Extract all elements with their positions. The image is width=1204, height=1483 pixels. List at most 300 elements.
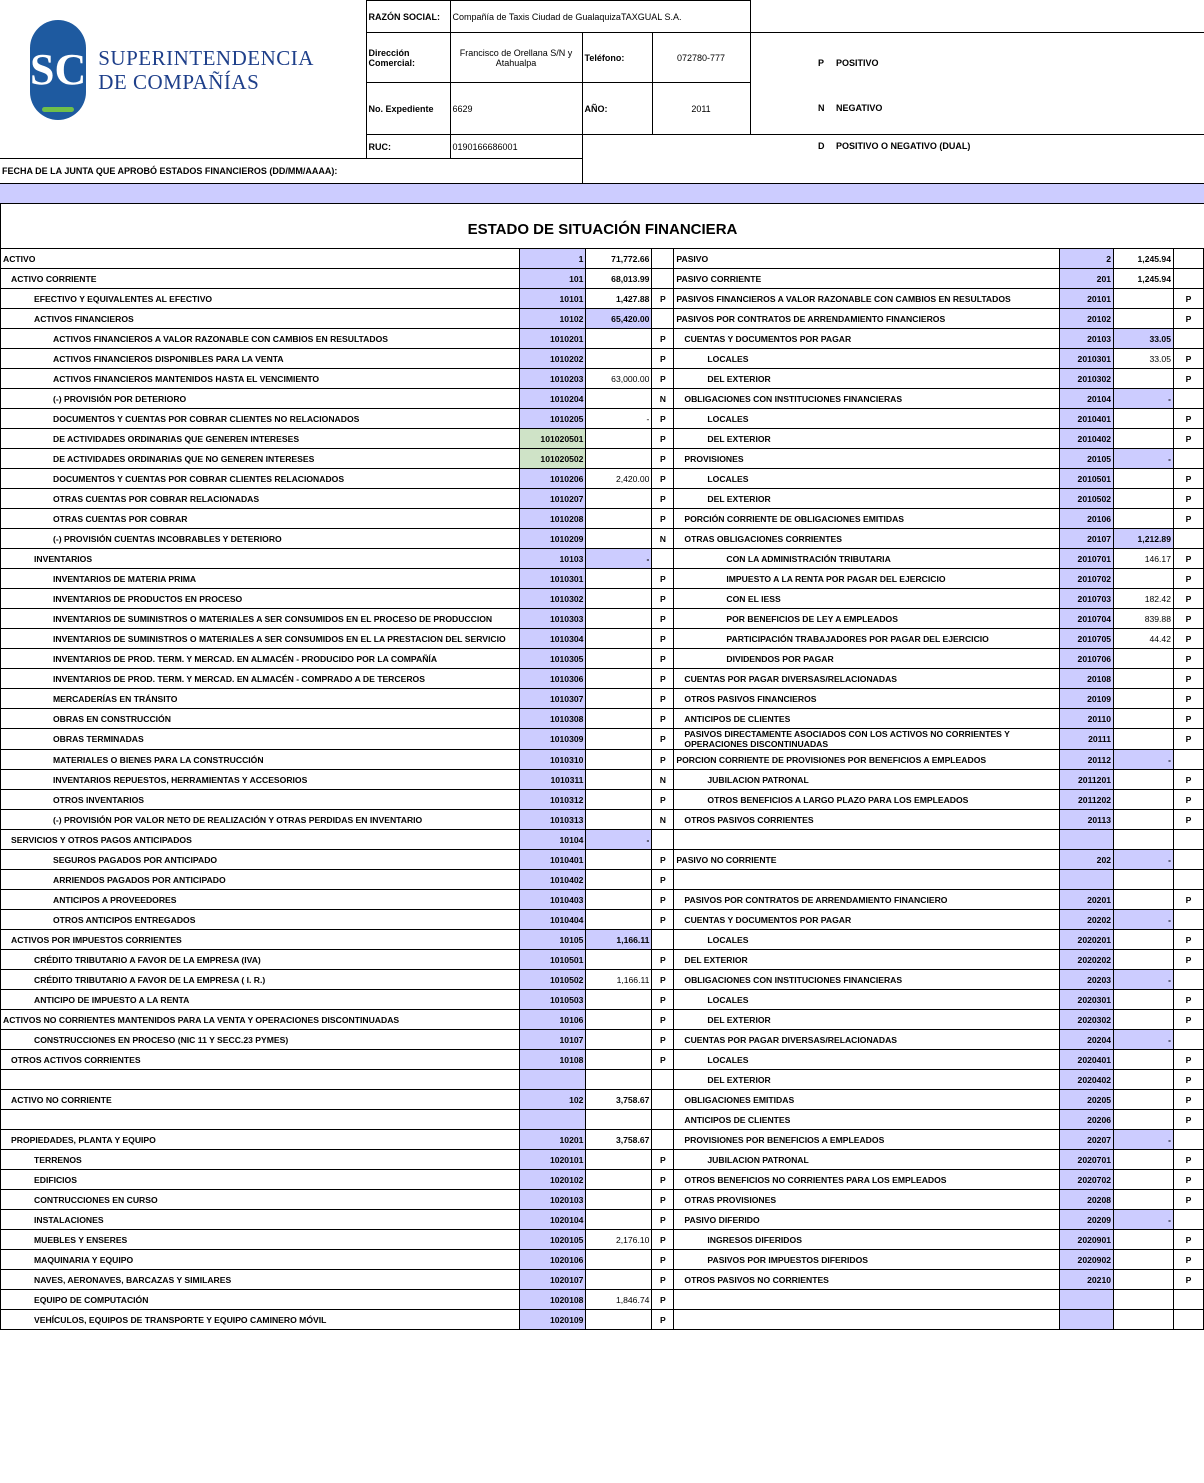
sign-indicator: P: [652, 1150, 674, 1170]
table-row: [1, 1050, 1204, 1070]
sign-indicator: P: [652, 990, 674, 1010]
account-value[interactable]: [586, 890, 652, 910]
sign-indicator: [652, 1110, 674, 1130]
sign-indicator: P: [652, 669, 674, 689]
table-row: [1, 549, 1204, 569]
account-value[interactable]: [1114, 1290, 1174, 1310]
account-value[interactable]: -: [586, 830, 652, 850]
sign-indicator: P: [1173, 990, 1203, 1010]
account-value[interactable]: 1,427.88: [586, 289, 652, 309]
account-value[interactable]: [586, 689, 652, 709]
account-code: 1010207: [520, 489, 586, 509]
table-row: [1, 770, 1204, 790]
activo-account-label: OTRAS CUENTAS POR COBRAR RELACIONADAS: [1, 489, 520, 509]
account-code: 1010205: [520, 409, 586, 429]
account-value[interactable]: [1114, 689, 1174, 709]
sign-indicator: P: [1173, 1230, 1203, 1250]
account-value[interactable]: [586, 349, 652, 369]
activo-account-label: INVENTARIOS DE PROD. TERM. Y MERCAD. EN ALMACÉN - COMPRADO A DE TERCEROS: [1, 669, 520, 689]
table-row: [1, 729, 1204, 750]
pasivo-account-label: OBLIGACIONES EMITIDAS: [674, 1090, 1060, 1110]
account-value[interactable]: [1114, 1070, 1174, 1090]
account-value[interactable]: [1114, 1230, 1174, 1250]
account-code: 10106: [520, 1010, 586, 1030]
account-code: 1010313: [520, 810, 586, 830]
account-value[interactable]: [1114, 950, 1174, 970]
account-code: 1010304: [520, 629, 586, 649]
sign-indicator: P: [1173, 790, 1203, 810]
account-value[interactable]: -: [1114, 850, 1174, 870]
account-code: 10101: [520, 289, 586, 309]
account-code: 1010209: [520, 529, 586, 549]
account-value[interactable]: -: [1114, 750, 1174, 770]
account-code: 1020106: [520, 1250, 586, 1270]
telefono-label: Teléfono:: [582, 33, 652, 83]
activo-account-label: MATERIALES O BIENES PARA LA CONSTRUCCIÓN: [1, 750, 520, 770]
account-code: 20107: [1060, 529, 1114, 549]
account-code: 1020101: [520, 1150, 586, 1170]
account-code: 20103: [1060, 329, 1114, 349]
account-value[interactable]: 2,176.10: [586, 1230, 652, 1250]
account-value[interactable]: [586, 950, 652, 970]
account-value[interactable]: [586, 329, 652, 349]
account-value[interactable]: [1114, 409, 1174, 429]
logo-cell: [0, 1, 366, 159]
account-code: 1010206: [520, 469, 586, 489]
account-code: 20204: [1060, 1030, 1114, 1050]
account-value[interactable]: -: [1114, 1210, 1174, 1230]
account-code: 2020401: [1060, 1050, 1114, 1070]
activo-account-label: ACTIVO NO CORRIENTE: [1, 1090, 520, 1110]
account-value[interactable]: [586, 1310, 652, 1330]
account-value[interactable]: [1114, 309, 1174, 329]
account-value[interactable]: [586, 589, 652, 609]
account-value[interactable]: [586, 1150, 652, 1170]
account-value[interactable]: [1114, 569, 1174, 589]
account-code: 2010401: [1060, 409, 1114, 429]
sign-indicator: P: [1173, 429, 1203, 449]
account-code: 2010402: [1060, 429, 1114, 449]
account-value[interactable]: [586, 1050, 652, 1070]
account-code: 2010302: [1060, 369, 1114, 389]
sign-indicator: P: [1173, 609, 1203, 629]
pasivo-account-label: OTROS BENEFICIOS NO CORRIENTES PARA LOS EMPLEADOS: [674, 1170, 1060, 1190]
pasivo-account-label: POR BENEFICIOS DE LEY A EMPLEADOS: [674, 609, 1060, 629]
sign-indicator: P: [652, 509, 674, 529]
account-value[interactable]: [586, 990, 652, 1010]
sc-emblem-icon: SC: [30, 20, 86, 120]
account-value[interactable]: [1114, 489, 1174, 509]
sign-indicator: P: [652, 629, 674, 649]
account-value[interactable]: [586, 529, 652, 549]
account-value[interactable]: [586, 1030, 652, 1050]
account-value[interactable]: -: [586, 409, 652, 429]
account-value[interactable]: [1114, 1170, 1174, 1190]
account-value[interactable]: 1,166.11: [586, 970, 652, 990]
sign-indicator: P: [652, 349, 674, 369]
table-row: [1, 309, 1204, 329]
sign-indicator: [1173, 269, 1203, 289]
account-value[interactable]: [1114, 1110, 1174, 1130]
table-row: [1, 1210, 1204, 1230]
account-value[interactable]: [1114, 429, 1174, 449]
activo-account-label: MERCADERÍAS EN TRÁNSITO: [1, 689, 520, 709]
sign-indicator: [652, 1070, 674, 1090]
pasivo-account-label: LOCALES: [674, 469, 1060, 489]
account-code: 101020501: [520, 429, 586, 449]
account-value[interactable]: [1114, 890, 1174, 910]
account-value[interactable]: [1114, 1050, 1174, 1070]
table-row: [1, 469, 1204, 489]
sign-indicator: P: [652, 790, 674, 810]
account-value[interactable]: [586, 509, 652, 529]
account-value[interactable]: 63,000.00: [586, 369, 652, 389]
account-value[interactable]: [586, 1110, 652, 1130]
sign-indicator: P: [652, 950, 674, 970]
pasivo-account-label: DIVIDENDOS POR PAGAR: [674, 649, 1060, 669]
table-row: [1, 1170, 1204, 1190]
account-value[interactable]: [1114, 729, 1174, 750]
account-code: [1060, 1290, 1114, 1310]
account-value[interactable]: [1114, 289, 1174, 309]
sign-indicator: P: [1173, 409, 1203, 429]
sign-indicator: [652, 1090, 674, 1110]
account-value[interactable]: [586, 1250, 652, 1270]
table-row: [1, 990, 1204, 1010]
account-value[interactable]: [586, 489, 652, 509]
account-value[interactable]: [586, 429, 652, 449]
account-value[interactable]: 1,245.94: [1114, 249, 1174, 269]
account-value[interactable]: [586, 649, 652, 669]
account-code: 202: [1060, 850, 1114, 870]
account-value[interactable]: 182.42: [1114, 589, 1174, 609]
table-row: [1, 890, 1204, 910]
sign-indicator: P: [652, 870, 674, 890]
activo-account-label: DOCUMENTOS Y CUENTAS POR COBRAR CLIENTES RELACIONADOS: [1, 469, 520, 489]
account-value[interactable]: [586, 1210, 652, 1230]
sign-indicator: [1173, 1130, 1203, 1150]
account-code: 2020901: [1060, 1230, 1114, 1250]
activo-account-label: ACTIVOS FINANCIEROS DISPONIBLES PARA LA VENTA: [1, 349, 520, 369]
account-value[interactable]: 1,166.11: [586, 930, 652, 950]
account-value[interactable]: [586, 669, 652, 689]
account-code: 10104: [520, 830, 586, 850]
account-code: [520, 1110, 586, 1130]
account-value[interactable]: -: [1114, 910, 1174, 930]
balance-sheet-table: [0, 248, 1204, 1330]
sign-indicator: P: [652, 910, 674, 930]
pasivo-account-label: PASIVOS POR IMPUESTOS DIFERIDOS: [674, 1250, 1060, 1270]
account-value[interactable]: [1114, 870, 1174, 890]
activo-account-label: INVENTARIOS DE PROD. TERM. Y MERCAD. EN ALMACÉN - PRODUCIDO POR LA COMPAÑÍA: [1, 649, 520, 669]
table-row: [1, 830, 1204, 850]
table-row: [1, 870, 1204, 890]
account-value[interactable]: [1114, 770, 1174, 790]
sign-indicator: [1173, 870, 1203, 890]
account-value[interactable]: [586, 1190, 652, 1210]
pasivo-account-label: CUENTAS POR PAGAR DIVERSAS/RELACIONADAS: [674, 1030, 1060, 1050]
activo-account-label: CONTRUCCIONES EN CURSO: [1, 1190, 520, 1210]
activo-account-label: OTROS ANTICIPOS ENTREGADOS: [1, 910, 520, 930]
account-value[interactable]: [586, 449, 652, 469]
table-row: [1, 950, 1204, 970]
activo-account-label: ACTIVOS NO CORRIENTES MANTENIDOS PARA LA VENTA Y OPERACIONES DISCONTINUADAS: [1, 1010, 520, 1030]
table-row: [1, 1150, 1204, 1170]
pasivo-account-label: [674, 1310, 1060, 1330]
account-value[interactable]: [1114, 369, 1174, 389]
account-value[interactable]: -: [1114, 1130, 1174, 1150]
table-row: [1, 709, 1204, 729]
sign-indicator: P: [1173, 369, 1203, 389]
account-value[interactable]: [586, 1010, 652, 1030]
account-value[interactable]: [1114, 1190, 1174, 1210]
sign-indicator: P: [1173, 1110, 1203, 1130]
account-code: 1010307: [520, 689, 586, 709]
sign-indicator: [1173, 1290, 1203, 1310]
account-code: 2010502: [1060, 489, 1114, 509]
table-row: [1, 930, 1204, 950]
sign-indicator: N: [652, 389, 674, 409]
sign-indicator: P: [1173, 810, 1203, 830]
activo-account-label: ACTIVOS POR IMPUESTOS CORRIENTES: [1, 930, 520, 950]
account-code: 1010204: [520, 389, 586, 409]
pasivo-account-label: PASIVO DIFERIDO: [674, 1210, 1060, 1230]
sign-indicator: [1173, 449, 1203, 469]
sign-indicator: P: [652, 1010, 674, 1030]
activo-account-label: DE ACTIVIDADES ORDINARIAS QUE NO GENEREN INTERESES: [1, 449, 520, 469]
account-code: 1010312: [520, 790, 586, 810]
account-value[interactable]: [1114, 649, 1174, 669]
sign-indicator: P: [652, 489, 674, 509]
anio-label: AÑO:: [582, 83, 652, 135]
account-value[interactable]: [586, 770, 652, 790]
account-value[interactable]: [1114, 469, 1174, 489]
account-value[interactable]: [586, 810, 652, 830]
sign-indicator: P: [1173, 1170, 1203, 1190]
account-code: 1010208: [520, 509, 586, 529]
statement-title: ESTADO DE SITUACIÓN FINANCIERA: [0, 204, 1204, 248]
activo-account-label: ACTIVO: [1, 249, 520, 269]
sign-indicator: P: [652, 429, 674, 449]
account-code: 20101: [1060, 289, 1114, 309]
account-value[interactable]: [586, 709, 652, 729]
sign-indicator: P: [1173, 509, 1203, 529]
sign-indicator: P: [1173, 890, 1203, 910]
account-code: 2020301: [1060, 990, 1114, 1010]
account-code: 1020104: [520, 1210, 586, 1230]
account-code: 2011201: [1060, 770, 1114, 790]
account-code: 1010310: [520, 750, 586, 770]
account-value[interactable]: [586, 609, 652, 629]
account-value[interactable]: [1114, 1150, 1174, 1170]
account-code: 1010311: [520, 770, 586, 790]
sign-indicator: [1173, 329, 1203, 349]
account-value[interactable]: [586, 629, 652, 649]
account-value[interactable]: -: [1114, 389, 1174, 409]
account-code: 20106: [1060, 509, 1114, 529]
sign-indicator: P: [1173, 1070, 1203, 1090]
account-value[interactable]: -: [1114, 970, 1174, 990]
account-value[interactable]: 71,772.66: [586, 249, 652, 269]
account-value[interactable]: [1114, 1090, 1174, 1110]
account-value[interactable]: [1114, 1010, 1174, 1030]
superintendencia-logo: [30, 11, 314, 129]
account-value[interactable]: -: [1114, 449, 1174, 469]
account-value[interactable]: [1114, 1310, 1174, 1330]
table-row: [1, 269, 1204, 289]
account-value[interactable]: [1114, 669, 1174, 689]
account-value[interactable]: 3,758.67: [586, 1090, 652, 1110]
account-code: 1010502: [520, 970, 586, 990]
activo-account-label: DOCUMENTOS Y CUENTAS POR COBRAR CLIENTES NO RELACIONADOS: [1, 409, 520, 429]
account-value[interactable]: 68,013.99: [586, 269, 652, 289]
pasivo-account-label: PASIVOS DIRECTAMENTE ASOCIADOS CON LOS ACTIVOS NO CORRIENTES Y OPERACIONES DISCONTINUADAS: [674, 729, 1060, 750]
table-row: [1, 369, 1204, 389]
account-code: 2020302: [1060, 1010, 1114, 1030]
account-value[interactable]: [586, 569, 652, 589]
account-value[interactable]: [1114, 830, 1174, 850]
account-code: 20112: [1060, 750, 1114, 770]
pasivo-account-label: DEL EXTERIOR: [674, 1010, 1060, 1030]
sign-indicator: P: [652, 1250, 674, 1270]
account-value[interactable]: 1,212.89: [1114, 529, 1174, 549]
account-value[interactable]: [586, 389, 652, 409]
pasivo-account-label: PARTICIPACIÓN TRABAJADORES POR PAGAR DEL EJERCICIO: [674, 629, 1060, 649]
pasivo-account-label: [674, 1290, 1060, 1310]
account-value[interactable]: 33.05: [1114, 329, 1174, 349]
activo-account-label: DE ACTIVIDADES ORDINARIAS QUE GENEREN INTERESES: [1, 429, 520, 449]
account-code: 20111: [1060, 729, 1114, 750]
sign-indicator: P: [652, 1210, 674, 1230]
pasivo-account-label: INGRESOS DIFERIDOS: [674, 1230, 1060, 1250]
account-value[interactable]: [586, 850, 652, 870]
pasivo-account-label: CUENTAS Y DOCUMENTOS POR PAGAR: [674, 329, 1060, 349]
sign-indicator: P: [652, 970, 674, 990]
account-value[interactable]: 44.42: [1114, 629, 1174, 649]
table-row: [1, 589, 1204, 609]
pasivo-account-label: OTROS BENEFICIOS A LARGO PLAZO PARA LOS EMPLEADOS: [674, 790, 1060, 810]
account-code: 10103: [520, 549, 586, 569]
sign-indicator: [652, 830, 674, 850]
account-value[interactable]: 3,758.67: [586, 1130, 652, 1150]
account-value[interactable]: [1114, 1250, 1174, 1270]
sign-indicator: P: [652, 1290, 674, 1310]
pasivo-account-label: JUBILACION PATRONAL: [674, 1150, 1060, 1170]
logo-line-2: DE COMPAÑÍAS: [98, 69, 260, 94]
sign-indicator: P: [1173, 1190, 1203, 1210]
table-row: [1, 489, 1204, 509]
fecha-junta-label: FECHA DE LA JUNTA QUE APROBÓ ESTADOS FINANCIEROS (DD/MM/AAAA):: [0, 159, 582, 183]
account-value[interactable]: [586, 1170, 652, 1190]
sign-indicator: P: [1173, 1090, 1203, 1110]
activo-account-label: OBRAS EN CONSTRUCCIÓN: [1, 709, 520, 729]
table-row: [1, 790, 1204, 810]
account-value[interactable]: [586, 870, 652, 890]
sign-indicator: P: [1173, 589, 1203, 609]
activo-account-label: (-) PROVISIÓN POR VALOR NETO DE REALIZACIÓN Y OTRAS PERDIDAS EN INVENTARIO: [1, 810, 520, 830]
pasivo-account-label: PORCION CORRIENTE DE PROVISIONES POR BENEFICIOS A EMPLEADOS: [674, 750, 1060, 770]
account-value[interactable]: [586, 910, 652, 930]
sign-indicator: P: [652, 1270, 674, 1290]
pasivo-account-label: OTRAS PROVISIONES: [674, 1190, 1060, 1210]
account-value[interactable]: [1114, 930, 1174, 950]
account-value[interactable]: -: [1114, 1030, 1174, 1050]
account-value[interactable]: [1114, 790, 1174, 810]
account-value[interactable]: [586, 790, 652, 810]
sign-indicator: [1173, 830, 1203, 850]
activo-account-label: MAQUINARIA Y EQUIPO: [1, 1250, 520, 1270]
table-row: [1, 1110, 1204, 1130]
account-code: 1010401: [520, 850, 586, 870]
account-code: 201: [1060, 269, 1114, 289]
sign-indicator: [652, 249, 674, 269]
sign-indicator: P: [652, 890, 674, 910]
sign-indicator: P: [1173, 469, 1203, 489]
sign-indicator: P: [652, 689, 674, 709]
account-code: 1020103: [520, 1190, 586, 1210]
account-value[interactable]: 146.17: [1114, 549, 1174, 569]
account-code: 20209: [1060, 1210, 1114, 1230]
account-value[interactable]: 1,245.94: [1114, 269, 1174, 289]
account-code: 101020502: [520, 449, 586, 469]
activo-account-label: INVENTARIOS REPUESTOS, HERRAMIENTAS Y ACCESORIOS: [1, 770, 520, 790]
account-value[interactable]: [586, 1270, 652, 1290]
account-code: 1010306: [520, 669, 586, 689]
account-code: 1010202: [520, 349, 586, 369]
pasivo-account-label: LOCALES: [674, 990, 1060, 1010]
account-value[interactable]: [1114, 509, 1174, 529]
sign-indicator: P: [1173, 569, 1203, 589]
activo-account-label: OTRAS CUENTAS POR COBRAR: [1, 509, 520, 529]
activo-account-label: MUEBLES Y ENSERES: [1, 1230, 520, 1250]
account-value[interactable]: [1114, 709, 1174, 729]
account-code: 2010706: [1060, 649, 1114, 669]
pasivo-account-label: OTROS PASIVOS CORRIENTES: [674, 810, 1060, 830]
account-code: [520, 1070, 586, 1090]
account-value[interactable]: 65,420.00: [586, 309, 652, 329]
account-code: 1020109: [520, 1310, 586, 1330]
account-code: 2010301: [1060, 349, 1114, 369]
pasivo-account-label: CON LA ADMINISTRACIÓN TRIBUTARIA: [674, 549, 1060, 569]
sign-indicator: P: [1173, 770, 1203, 790]
account-value[interactable]: [1114, 990, 1174, 1010]
account-value[interactable]: 33.05: [1114, 349, 1174, 369]
account-code: 20207: [1060, 1130, 1114, 1150]
account-value[interactable]: [586, 750, 652, 770]
account-code: 20102: [1060, 309, 1114, 329]
account-value[interactable]: [586, 1070, 652, 1090]
pasivo-account-label: DEL EXTERIOR: [674, 369, 1060, 389]
activo-account-label: EDIFICIOS: [1, 1170, 520, 1190]
table-row: [1, 669, 1204, 689]
account-value[interactable]: 1,846.74: [586, 1290, 652, 1310]
activo-account-label: INSTALACIONES: [1, 1210, 520, 1230]
account-value[interactable]: [586, 729, 652, 750]
account-code: 2020902: [1060, 1250, 1114, 1270]
account-value[interactable]: -: [586, 549, 652, 569]
activo-account-label: ACTIVO CORRIENTE: [1, 269, 520, 289]
account-value[interactable]: [1114, 1270, 1174, 1290]
account-value[interactable]: [1114, 810, 1174, 830]
anio-value: 2011: [652, 83, 750, 135]
account-value[interactable]: 839.88: [1114, 609, 1174, 629]
activo-account-label: INVENTARIOS DE MATERIA PRIMA: [1, 569, 520, 589]
account-code: 2010702: [1060, 569, 1114, 589]
sign-indicator: N: [652, 810, 674, 830]
pasivo-account-label: ANTICIPOS DE CLIENTES: [674, 709, 1060, 729]
sign-indicator: P: [652, 1310, 674, 1330]
account-value[interactable]: 2,420.00: [586, 469, 652, 489]
